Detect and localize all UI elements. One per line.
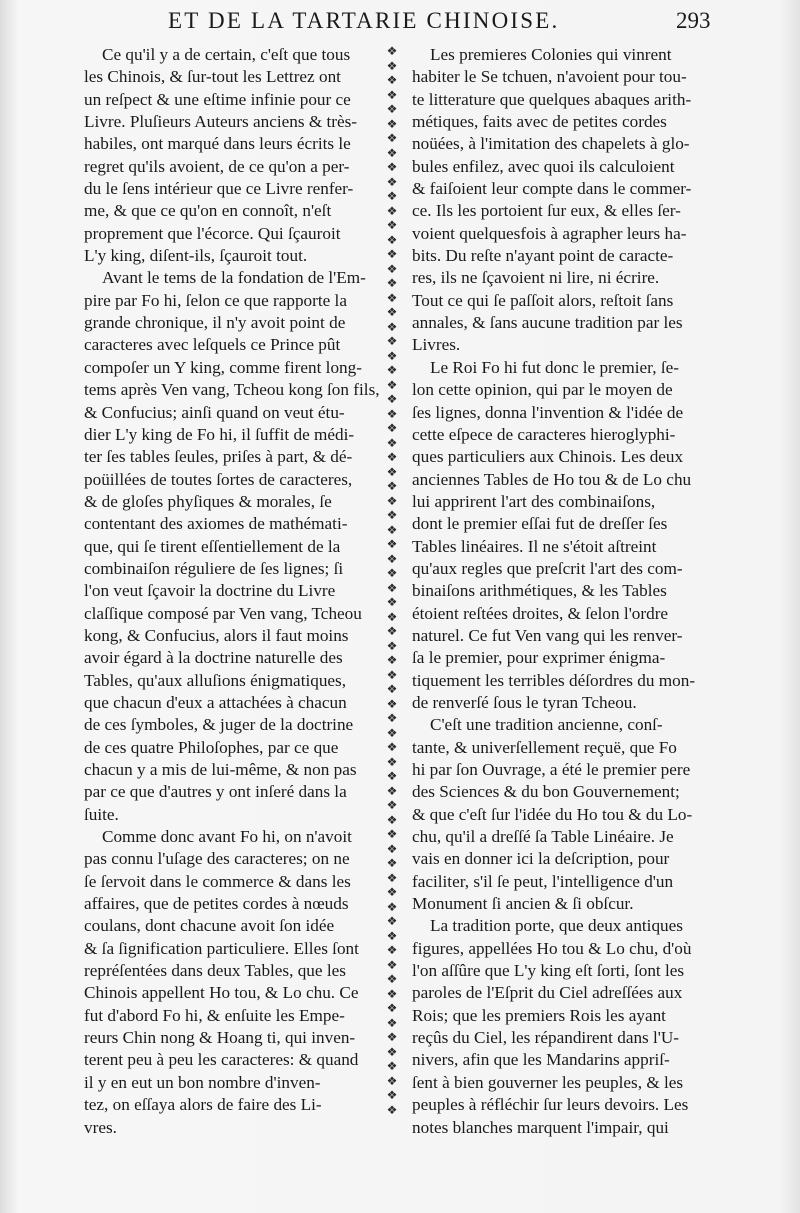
divider-ornament: ❖ — [386, 450, 398, 464]
text-line: les Chinois, & ſur-tout les Lettrez ont — [84, 67, 341, 87]
text-line: noüées, à l'imitation des chapelets à glo- — [412, 134, 690, 154]
divider-ornament: ❖ — [386, 682, 398, 696]
divider-ornament: ❖ — [386, 44, 398, 58]
divider-ornament: ❖ — [386, 1001, 398, 1015]
text-line: ſent à bien gouverner les peuples, & les — [412, 1072, 684, 1092]
divider-ornament: ❖ — [386, 551, 398, 566]
divider-ornament: ❖ — [386, 73, 398, 87]
text-line: tante, & univerſellement reçuë, que Fo — [412, 737, 677, 757]
text-line: Le Roi Fo hi fut donc le premier, ſe- — [430, 357, 679, 377]
text-line: terent peu à peu les caracteres: & quand — [84, 1050, 359, 1070]
divider-ornament: ❖ — [386, 841, 398, 856]
text-line: dont le premier eſſai fut de dreſſer ſes — [412, 514, 668, 534]
divider-ornament: ❖ — [386, 377, 398, 392]
text-line: par ce que d'autres y ont inſeré dans la — [84, 782, 347, 802]
divider-ornament: ❖ — [386, 740, 398, 754]
text-line: binaiſons arithmétiques, & les Tables — [412, 581, 667, 601]
text-line: contentant des axiomes de mathémati- — [84, 514, 348, 534]
divider-ornament: ❖ — [386, 464, 398, 479]
divider-ornament: ❖ — [386, 986, 398, 1001]
text-line: naturel. Ce fut Ven vang qui les renver- — [412, 625, 683, 645]
text-line: vais en donner ici la deſcription, pour — [412, 849, 670, 869]
divider-ornament: ❖ — [386, 522, 398, 537]
text-line: que chacun d'eux a attachées à chacun — [84, 692, 347, 712]
divider-ornament: ❖ — [386, 261, 398, 276]
text-line: C'eſt une tradition ancienne, conſ- — [430, 715, 663, 735]
text-line: Livre. Pluſieurs Auteurs anciens & très- — [84, 112, 358, 132]
text-line: grande chronique, il n'y avoit point de — [84, 313, 346, 333]
divider-ornament: ❖ — [386, 870, 398, 885]
divider-ornament: ❖ — [386, 566, 398, 580]
text-line: proprement que l'écorce. Qui ſçauroit — [84, 223, 341, 243]
divider-ornament: ❖ — [386, 957, 398, 972]
text-line: L'y king, diſent-ils, ſçauroit tout. — [84, 246, 308, 266]
divider-ornament: ❖ — [386, 899, 398, 914]
divider-ornament: ❖ — [386, 319, 398, 334]
divider-ornament: ❖ — [386, 348, 398, 363]
divider-ornament: ❖ — [386, 725, 398, 740]
divider-ornament: ❖ — [386, 102, 398, 116]
text-line: voient quelquesfois à agrapher leurs ha- — [412, 223, 687, 243]
text-line: nivers, afin que les Mandarins appriſ- — [412, 1050, 670, 1070]
divider-ornament: ❖ — [386, 276, 398, 290]
text-line: étoient reſtées droites, & ſelon l'ordre — [412, 603, 669, 623]
divider-ornament: ❖ — [386, 334, 398, 348]
text-line: Rois; que les premiers Rois les ayant — [412, 1005, 666, 1025]
text-line: de ces ſymboles, & juger de la doctrine — [84, 715, 354, 735]
text-line: annales, & ſans aucune tradition par les — [412, 313, 683, 333]
text-line: ce. Ils les portoient ſur eux, & elles ſer- — [412, 201, 681, 221]
text-line: tems après Ven vang, Tcheou kong ſon fils, — [84, 380, 380, 400]
divider-ornament: ❖ — [386, 696, 398, 711]
page-number: 293 — [676, 8, 711, 33]
divider-ornament: ❖ — [386, 1073, 398, 1088]
divider-ornament: ❖ — [386, 972, 398, 986]
divider-ornament: ❖ — [386, 363, 398, 377]
divider-ornament: ❖ — [386, 290, 398, 305]
divider-ornament: ❖ — [386, 1044, 398, 1059]
divider-ornament: ❖ — [386, 1102, 398, 1117]
text-line: ſes lignes, donna l'invention & l'idée de — [412, 402, 684, 422]
text-line: habiter le Se tchuen, n'avoient pour tou- — [412, 67, 687, 87]
text-line: dier L'y king de Fo hi, il ſuffit de médi- — [84, 424, 355, 444]
divider-ornament: ❖ — [386, 392, 398, 406]
divider-ornament: ❖ — [386, 406, 398, 421]
text-line: caracteres avec leſquels ce Prince pût — [84, 335, 341, 355]
divider-ornament: ❖ — [386, 812, 398, 827]
divider-ornament: ❖ — [386, 305, 398, 319]
text-line: & de gloſes phyſiques & morales, ſe — [84, 491, 332, 511]
text-line: anciennes Tables de Ho tou & de Lo chu — [412, 469, 692, 489]
text-line: un reſpect & une eſtime infinie pour ce — [84, 89, 351, 109]
text-line: Avant le tems de la fondation de l'Em- — [102, 268, 366, 288]
text-line: l'on veut ſçavoir la doctrine du Livre — [84, 581, 336, 601]
text-line: il y en eut un bon nombre d'inven- — [84, 1072, 321, 1092]
divider-ornament: ❖ — [386, 1088, 398, 1102]
divider-ornament: ❖ — [386, 1030, 398, 1044]
text-line: Les premieres Colonies qui vinrent — [430, 45, 672, 64]
text-line: repréſentées dans deux Tables, que les — [84, 961, 346, 981]
text-line: La tradition porte, que deux antiques — [430, 916, 683, 936]
text-line: pas connu l'uſage des caracteres; on ne — [84, 849, 350, 869]
text-line: chu, qu'il a dreſſé ſa Table Linéaire. Je — [412, 827, 674, 847]
text-line: métiques, faits avec de petites cordes — [412, 112, 667, 132]
divider-ornament: ❖ — [386, 421, 398, 435]
text-line: Chinois appellent Ho tou, & Lo chu. Ce — [84, 983, 359, 1003]
text-line: affaires, que de petites cordes à nœuds — [84, 894, 349, 914]
text-line: regret qu'ils avoient, de ce qu'on a per- — [84, 156, 350, 176]
divider-ornament: ❖ — [386, 493, 398, 508]
text-line: ſa le premier, pour exprimer énigma- — [412, 648, 666, 668]
text-line: tez, on eſſaya alors de faire des Li- — [84, 1095, 322, 1115]
text-line: que, qui ſe tirent eſſentiellement de la — [84, 536, 341, 556]
text-line: kong, & Confucius, alors il faut moins — [84, 625, 349, 645]
text-line: habiles, ont marqué dans leurs écrits le — [84, 134, 351, 154]
text-line: des Sciences & du bon Gouvernement; — [412, 782, 680, 802]
divider-ornament: ❖ — [386, 537, 398, 551]
divider-ornament: ❖ — [386, 508, 398, 522]
divider-ornament: ❖ — [386, 116, 398, 131]
text-line: reçûs du Ciel, les répandirent dans l'U- — [412, 1028, 680, 1048]
text-line: hi par ſon Ouvrage, a été le premier pere — [412, 760, 691, 779]
text-line: Livres. — [412, 335, 461, 355]
text-line: Comme donc avant Fo hi, on n'avoit — [102, 827, 352, 847]
text-line: ter ſes tables ſeules, priſes à part, & dé- — [84, 447, 353, 467]
text-line: res, ils ne ſçavoient ni lire, ni écrire. — [412, 268, 660, 288]
divider-ornament: ❖ — [386, 1015, 398, 1030]
text-line: de renverſé ſous le tyran Tcheou. — [412, 692, 637, 712]
text-line: compoſer un Y king, comme firent long- — [84, 357, 362, 377]
text-line: du le ſens intérieur que ce Livre renfer- — [84, 179, 354, 199]
column-divider-ornament — [381, 44, 403, 1117]
text-line: fut d'abord Fo hi, & enſuite les Empe- — [84, 1005, 345, 1025]
divider-ornament: ❖ — [386, 247, 398, 261]
text-line: & Confucius; ainſi quand on veut étu- — [84, 402, 345, 422]
text-line: Monument ſi ancien & ſi obſcur. — [412, 894, 634, 914]
text-line: poüillées de toutes ſortes de caracteres, — [84, 469, 353, 489]
divider-ornament: ❖ — [386, 653, 398, 667]
text-line: combinaiſon réguliere de ſes lignes; ſi — [84, 558, 344, 578]
text-line: qu'aux regles que preſcrit l'art des com- — [412, 558, 683, 578]
divider-ornament: ❖ — [386, 58, 398, 73]
divider-ornament: ❖ — [386, 479, 398, 493]
page-header — [0, 6, 800, 44]
right-text-column — [412, 44, 712, 1139]
text-line: ſe ſervoit dans le commerce & dans les — [84, 871, 351, 891]
text-line: notes blanches marquent l'impair, qui — [412, 1117, 669, 1137]
divider-ornament: ❖ — [386, 232, 398, 247]
text-line: cette eſpece de caracteres hieroglyphi- — [412, 424, 676, 444]
text-line: & que c'eſt ſur l'idée du Ho tou & du Lo- — [412, 804, 693, 824]
text-line: me, & que ce qu'on en connoît, n'eſt — [84, 201, 332, 221]
text-line: avoir égard à la doctrine naturelle des — [84, 648, 343, 668]
text-line: Tables linéaires. Il ne s'étoit aſtreint — [412, 536, 657, 556]
text-line: lon cette opinion, qui par le moyen de — [412, 380, 673, 400]
text-line: faciliter, s'il ſe peut, l'intelligence d'un — [412, 871, 674, 891]
divider-ornament: ❖ — [386, 943, 398, 957]
divider-ornament: ❖ — [386, 783, 398, 798]
text-line: coulans, dont chacune avoit ſon idée — [84, 916, 335, 936]
text-line: Tables, qu'aux alluſions énigmatiques, — [84, 670, 347, 690]
divider-ornament: ❖ — [386, 754, 398, 769]
text-line: de ces quatre Philoſophes, par ce que — [84, 737, 339, 757]
text-line: Tout ce qui ſe paſſoit alors, reſtoit ſans — [412, 290, 674, 310]
divider-ornament: ❖ — [386, 174, 398, 189]
text-line: te litterature que quelques abaques arith- — [412, 89, 692, 109]
divider-ornament: ❖ — [386, 160, 398, 174]
text-line: paroles de l'Eſprit du Ciel adreſſées aux — [412, 983, 683, 1003]
divider-ornament: ❖ — [386, 609, 398, 624]
divider-ornament: ❖ — [386, 827, 398, 841]
text-line: lui apprirent l'art des combinaiſons, — [412, 491, 656, 511]
left-text-column — [84, 44, 384, 1139]
divider-ornament: ❖ — [386, 711, 398, 725]
divider-ornament: ❖ — [386, 595, 398, 609]
text-line: ques particuliers aux Chinois. Les deux — [412, 447, 684, 467]
text-line: vres. — [84, 1117, 117, 1137]
text-line: peuples à réfléchir ſur leurs devoirs. Les — [412, 1095, 689, 1115]
text-line: chacun y a mis de lui-même, & non pas — [84, 760, 357, 779]
divider-ornament: ❖ — [386, 798, 398, 812]
text-line: tiquement les terribles déſordres du mon- — [412, 670, 696, 690]
text-line: & ſa ſignification particuliere. Elles ſont — [84, 938, 359, 958]
divider-ornament: ❖ — [386, 1059, 398, 1073]
divider-ornament: ❖ — [386, 145, 398, 160]
text-line: Ce qu'il y a de certain, c'eſt que tous — [102, 45, 351, 64]
divider-ornament: ❖ — [386, 624, 398, 638]
divider-ornament: ❖ — [386, 769, 398, 783]
divider-ornament: ❖ — [386, 885, 398, 899]
text-line: ſuite. — [84, 804, 119, 824]
text-line: & faiſoient leur compte dans le commer- — [412, 179, 692, 199]
divider-ornament: ❖ — [386, 203, 398, 218]
divider-ornament: ❖ — [386, 189, 398, 203]
divider-ornament: ❖ — [386, 928, 398, 943]
text-line: pire par Fo hi, ſelon ce que rapporte la — [84, 290, 347, 310]
divider-ornament: ❖ — [386, 638, 398, 653]
divider-ornament: ❖ — [386, 435, 398, 450]
text-line: bits. Du reſte n'ayant point de caracte- — [412, 246, 674, 266]
divider-ornament: ❖ — [386, 856, 398, 870]
divider-ornament: ❖ — [386, 87, 398, 102]
text-line: reurs Chin nong & Hoang ti, qui inven- — [84, 1028, 356, 1048]
text-line: bules enfilez, avec quoi ils calculoient — [412, 156, 675, 176]
divider-ornament: ❖ — [386, 218, 398, 232]
running-title: ET DE LA TARTARIE CHINOISE. — [168, 8, 560, 33]
text-line: figures, appellées Ho tou & Lo chu, d'où — [412, 938, 692, 958]
divider-ornament: ❖ — [386, 914, 398, 928]
text-line: claſſique composé par Ven vang, Tcheou — [84, 603, 362, 623]
divider-ornament: ❖ — [386, 131, 398, 145]
divider-ornament: ❖ — [386, 667, 398, 682]
divider-ornament: ❖ — [386, 580, 398, 595]
text-line: l'on aſſûre que L'y king eſt ſorti, ſont les — [412, 961, 685, 981]
